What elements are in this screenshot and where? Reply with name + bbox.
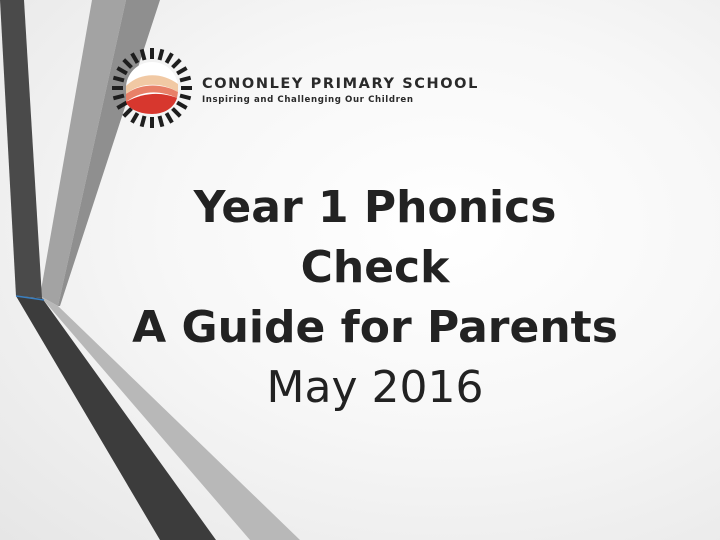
school-logo <box>112 42 479 138</box>
title-line-3: A Guide for Parents <box>132 302 618 353</box>
school-name: CONONLEY PRIMARY SCHOOL <box>202 76 479 92</box>
title-line-1: Year 1 Phonics <box>193 182 557 233</box>
school-tagline: Inspiring and Challenging Our Children <box>202 95 414 105</box>
sun-emblem-icon <box>112 42 196 138</box>
title-line-2: Check <box>300 242 450 293</box>
slide-title <box>80 178 670 418</box>
dark-vertical-bar <box>0 0 42 298</box>
title-line-4: May 2016 <box>266 362 484 413</box>
